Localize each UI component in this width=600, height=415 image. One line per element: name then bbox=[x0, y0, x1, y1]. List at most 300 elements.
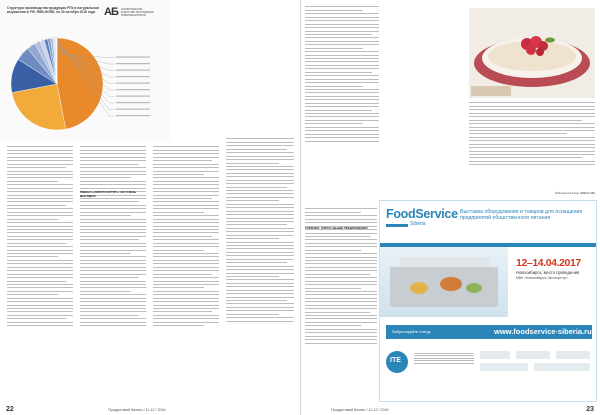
text-line bbox=[7, 146, 73, 147]
text-line bbox=[469, 154, 595, 155]
text-line bbox=[7, 325, 73, 326]
text-line bbox=[305, 253, 377, 254]
text-line bbox=[305, 294, 377, 295]
text-line bbox=[305, 343, 377, 344]
text-line bbox=[226, 156, 294, 157]
text-line bbox=[153, 263, 219, 264]
porridge-illustration bbox=[469, 8, 595, 98]
text-line bbox=[7, 181, 58, 182]
text-line bbox=[80, 277, 139, 278]
text-line bbox=[153, 260, 219, 261]
organizer-logo bbox=[386, 351, 408, 373]
text-line bbox=[226, 300, 287, 301]
text-line bbox=[226, 276, 279, 277]
text-line bbox=[226, 307, 294, 308]
text-line bbox=[305, 260, 377, 261]
text-line bbox=[7, 226, 73, 227]
text-line bbox=[80, 171, 146, 172]
text-line bbox=[153, 308, 219, 309]
text-line bbox=[305, 141, 379, 142]
text-line bbox=[80, 219, 146, 220]
text-line bbox=[305, 72, 372, 73]
text-line bbox=[80, 274, 146, 275]
text-line bbox=[226, 317, 294, 318]
article-column-3 bbox=[153, 144, 219, 404]
text-line bbox=[7, 184, 73, 185]
text-line bbox=[153, 191, 219, 192]
text-line bbox=[305, 243, 377, 244]
text-line bbox=[80, 246, 146, 247]
text-line bbox=[153, 212, 204, 213]
text-line bbox=[80, 305, 146, 306]
right-page bbox=[300, 0, 600, 415]
text-line bbox=[7, 219, 58, 220]
text-line bbox=[80, 243, 146, 244]
text-line bbox=[305, 86, 363, 87]
text-line bbox=[80, 198, 146, 199]
text-line bbox=[305, 222, 377, 223]
text-line bbox=[80, 153, 146, 154]
text-line bbox=[7, 294, 58, 295]
text-line bbox=[80, 322, 146, 323]
text-line bbox=[7, 239, 73, 240]
text-line bbox=[305, 301, 377, 302]
text-line bbox=[226, 228, 294, 229]
text-line bbox=[469, 164, 595, 165]
text-line bbox=[226, 221, 294, 222]
article-column-r3 bbox=[305, 206, 377, 402]
text-line bbox=[305, 208, 377, 209]
text-line bbox=[226, 231, 294, 232]
text-line bbox=[153, 153, 219, 154]
text-line bbox=[305, 75, 379, 76]
text-line bbox=[80, 291, 131, 292]
text-line bbox=[226, 145, 294, 146]
text-line bbox=[153, 311, 212, 312]
text-line bbox=[305, 10, 363, 11]
food-item bbox=[466, 283, 482, 293]
text-line bbox=[226, 214, 294, 215]
text-line bbox=[305, 322, 377, 323]
text-line bbox=[7, 157, 73, 158]
text-line bbox=[7, 250, 73, 251]
text-line bbox=[153, 222, 219, 223]
text-line bbox=[469, 161, 595, 162]
text-line bbox=[226, 262, 287, 263]
text-line bbox=[226, 224, 287, 225]
text-line bbox=[305, 318, 377, 319]
food-photo bbox=[469, 8, 595, 98]
text-line bbox=[226, 180, 294, 181]
text-line bbox=[305, 58, 379, 59]
text-line bbox=[305, 48, 363, 49]
text-line bbox=[153, 171, 219, 172]
text-line bbox=[7, 318, 66, 319]
text-line bbox=[226, 293, 294, 294]
text-line bbox=[469, 106, 595, 107]
text-line bbox=[226, 266, 294, 267]
text-line bbox=[305, 99, 379, 100]
text-line bbox=[305, 20, 379, 21]
text-line bbox=[7, 277, 73, 278]
text-line bbox=[305, 44, 379, 45]
text-line bbox=[7, 270, 73, 271]
article-column-4 bbox=[226, 136, 294, 404]
text-line bbox=[469, 133, 567, 134]
text-line bbox=[226, 190, 294, 191]
article-column-2 bbox=[80, 144, 146, 404]
text-line bbox=[80, 311, 146, 312]
text-line bbox=[153, 239, 219, 240]
text-line bbox=[153, 157, 219, 158]
author-credit: Подготовила Елена ЧИЖАСОВА bbox=[555, 192, 595, 195]
text-line bbox=[80, 250, 146, 251]
text-line bbox=[7, 236, 73, 237]
event-info bbox=[516, 257, 596, 280]
text-line bbox=[305, 288, 361, 289]
text-line bbox=[153, 205, 219, 206]
text-line bbox=[226, 166, 294, 167]
registration-text: Забронируйте стенд: bbox=[392, 329, 432, 334]
pie-slice bbox=[57, 38, 103, 129]
text-line bbox=[153, 277, 219, 278]
text-line bbox=[153, 236, 212, 237]
text-line bbox=[305, 123, 363, 124]
text-line bbox=[153, 229, 219, 230]
text-line bbox=[7, 177, 73, 178]
text-line bbox=[226, 176, 294, 177]
text-line bbox=[153, 150, 219, 151]
text-line bbox=[305, 89, 379, 90]
text-line bbox=[153, 305, 219, 306]
text-line bbox=[80, 318, 146, 319]
slice-label bbox=[116, 115, 150, 116]
text-line bbox=[7, 191, 73, 192]
text-line bbox=[7, 274, 73, 275]
text-line bbox=[80, 188, 146, 189]
text-line bbox=[469, 123, 595, 124]
text-line bbox=[153, 246, 219, 247]
text-line bbox=[226, 321, 294, 322]
text-line bbox=[226, 173, 294, 174]
slice-label bbox=[116, 96, 150, 97]
page-number-right: 23 bbox=[586, 406, 594, 413]
text-line bbox=[7, 301, 73, 302]
ad-headline: Выставка оборудования и товаров для оснащения предприятий общественного питания bbox=[460, 209, 583, 222]
text-line bbox=[7, 305, 73, 306]
pie-svg bbox=[5, 22, 165, 132]
text-line bbox=[469, 151, 595, 152]
text-line bbox=[7, 201, 73, 202]
text-line bbox=[226, 197, 294, 198]
text-line bbox=[226, 187, 287, 188]
text-line bbox=[305, 263, 377, 264]
registration-url[interactable]: www.foodservice-siberia.ru bbox=[494, 327, 592, 336]
text-line bbox=[80, 205, 146, 206]
text-line bbox=[469, 137, 595, 138]
text-line bbox=[305, 130, 379, 131]
section-heading: ПШЕНА «ЗОЛОТИ КРУПУ»: НЕ ОЧЕНЬ ВЫГОДНО bbox=[80, 190, 137, 198]
text-line bbox=[305, 61, 379, 62]
text-line bbox=[305, 219, 377, 220]
text-line bbox=[305, 336, 377, 337]
text-line bbox=[469, 144, 595, 145]
text-line bbox=[7, 311, 73, 312]
text-line bbox=[226, 283, 294, 284]
text-line bbox=[305, 103, 379, 104]
text-line bbox=[7, 229, 73, 230]
event-dates: 12–14.04.2017 bbox=[516, 257, 581, 269]
text-line bbox=[305, 68, 379, 69]
text-line bbox=[305, 236, 370, 237]
text-line bbox=[305, 315, 377, 316]
text-line bbox=[153, 253, 219, 254]
text-line bbox=[80, 157, 146, 158]
text-line bbox=[153, 208, 219, 209]
text-line bbox=[305, 106, 379, 107]
text-line bbox=[226, 269, 294, 270]
text-line bbox=[80, 212, 146, 213]
text-line bbox=[153, 181, 219, 182]
text-line bbox=[226, 152, 294, 153]
section-heading-right: ГОРЯЧЕЕ: СПРОС ВЫШЕ ПРЕДЛОЖЕНИЯ bbox=[305, 226, 368, 230]
text-line bbox=[80, 325, 146, 326]
text-line bbox=[7, 284, 73, 285]
text-line bbox=[7, 222, 73, 223]
text-line bbox=[469, 102, 595, 103]
registration-banner[interactable] bbox=[386, 325, 592, 339]
text-line bbox=[305, 329, 377, 330]
slice-label bbox=[116, 89, 150, 90]
text-line bbox=[80, 284, 146, 285]
text-line bbox=[226, 245, 294, 246]
text-line bbox=[305, 116, 379, 117]
text-line bbox=[80, 160, 146, 161]
text-line bbox=[226, 242, 294, 243]
text-line bbox=[80, 236, 146, 237]
text-line bbox=[80, 315, 139, 316]
footer-left: Продуктовый бизнес / 11-12 / 2016 bbox=[108, 408, 166, 412]
text-line bbox=[7, 188, 73, 189]
text-line bbox=[80, 229, 146, 230]
text-line bbox=[469, 116, 595, 117]
partner-logos bbox=[480, 351, 592, 381]
text-line bbox=[7, 153, 73, 154]
text-line bbox=[153, 256, 219, 257]
text-line bbox=[80, 232, 146, 233]
text-line bbox=[7, 167, 66, 168]
text-line bbox=[7, 212, 73, 213]
text-line bbox=[469, 157, 582, 158]
text-line bbox=[226, 200, 279, 201]
text-line bbox=[226, 255, 294, 256]
text-line bbox=[305, 270, 377, 271]
slice-label bbox=[116, 83, 150, 84]
text-line bbox=[305, 113, 379, 114]
text-line bbox=[80, 167, 146, 168]
text-line bbox=[305, 79, 379, 80]
text-line bbox=[80, 174, 146, 175]
text-line bbox=[7, 160, 73, 161]
text-line bbox=[469, 140, 595, 141]
text-line bbox=[7, 322, 73, 323]
text-line bbox=[305, 233, 377, 234]
text-line bbox=[80, 308, 146, 309]
advertisement bbox=[379, 200, 597, 402]
text-line bbox=[226, 218, 294, 219]
text-line bbox=[469, 109, 595, 110]
text-line bbox=[7, 298, 73, 299]
text-line bbox=[80, 181, 146, 182]
text-line bbox=[305, 339, 377, 340]
brand-sub: Siberia bbox=[410, 221, 426, 227]
ad-footer bbox=[380, 343, 597, 402]
text-line bbox=[226, 279, 294, 280]
text-line bbox=[305, 120, 379, 121]
food-item bbox=[440, 277, 462, 291]
text-line bbox=[153, 184, 219, 185]
text-line bbox=[305, 277, 377, 278]
text-line bbox=[80, 253, 131, 254]
text-line bbox=[80, 267, 146, 268]
text-line bbox=[305, 212, 361, 213]
text-line bbox=[305, 127, 379, 128]
text-line bbox=[7, 232, 73, 233]
text-line bbox=[153, 322, 219, 323]
text-line bbox=[305, 312, 370, 313]
text-line bbox=[226, 169, 294, 170]
text-line bbox=[305, 305, 377, 306]
text-line bbox=[80, 146, 146, 147]
event-city: Новосибирск, место проведения bbox=[516, 270, 580, 275]
text-line bbox=[153, 270, 219, 271]
text-line bbox=[153, 284, 219, 285]
text-line bbox=[226, 290, 294, 291]
text-line bbox=[305, 257, 377, 258]
text-line bbox=[80, 260, 146, 261]
text-line bbox=[7, 215, 73, 216]
text-line bbox=[7, 267, 73, 268]
text-line bbox=[226, 259, 294, 260]
text-line bbox=[305, 137, 379, 138]
text-line bbox=[305, 239, 377, 240]
text-line bbox=[305, 298, 377, 299]
text-line bbox=[7, 256, 58, 257]
text-line bbox=[305, 96, 379, 97]
text-line bbox=[305, 267, 377, 268]
organizer-logo-text: ITE bbox=[390, 357, 401, 364]
text-line bbox=[153, 219, 219, 220]
text-line bbox=[305, 332, 377, 333]
text-line bbox=[7, 281, 66, 282]
text-line bbox=[153, 325, 204, 326]
text-line bbox=[305, 41, 379, 42]
page-number-left: 22 bbox=[6, 406, 14, 413]
text-line bbox=[226, 163, 279, 164]
text-line bbox=[80, 287, 146, 288]
text-line bbox=[153, 301, 219, 302]
text-line bbox=[226, 286, 294, 287]
text-line bbox=[469, 113, 595, 114]
text-line bbox=[7, 198, 73, 199]
text-line bbox=[153, 291, 219, 292]
text-line bbox=[7, 205, 66, 206]
text-line bbox=[80, 263, 146, 264]
text-line bbox=[80, 256, 146, 257]
text-line bbox=[153, 167, 219, 168]
text-line bbox=[153, 146, 219, 147]
organizer-contacts bbox=[414, 351, 474, 366]
agency-logo bbox=[104, 6, 154, 20]
text-line bbox=[305, 325, 361, 326]
text-line bbox=[153, 298, 219, 299]
text-line bbox=[305, 37, 379, 38]
slice-label bbox=[116, 109, 150, 110]
text-line bbox=[153, 287, 204, 288]
text-line bbox=[305, 291, 377, 292]
slice-label bbox=[116, 57, 150, 58]
text-line bbox=[80, 226, 146, 227]
text-line bbox=[80, 150, 146, 151]
slice-label bbox=[116, 102, 150, 103]
text-line bbox=[7, 246, 73, 247]
text-line bbox=[305, 34, 372, 35]
text-line bbox=[226, 273, 294, 274]
footer-right: Продуктовый бизнес / 11-12 / 2016 bbox=[331, 408, 389, 412]
text-line bbox=[226, 142, 294, 143]
text-line bbox=[7, 287, 73, 288]
text-line bbox=[305, 27, 379, 28]
text-line bbox=[153, 243, 219, 244]
text-line bbox=[7, 150, 73, 151]
text-line bbox=[7, 291, 73, 292]
text-line bbox=[7, 253, 73, 254]
text-line bbox=[469, 130, 595, 131]
text-line bbox=[80, 208, 146, 209]
text-line bbox=[305, 246, 377, 247]
text-line bbox=[80, 281, 146, 282]
text-line bbox=[80, 184, 146, 185]
text-line bbox=[7, 195, 73, 196]
text-line bbox=[153, 177, 219, 178]
text-line bbox=[7, 308, 73, 309]
foodservice-logo bbox=[386, 207, 458, 231]
text-line bbox=[226, 238, 279, 239]
logo-bar bbox=[386, 224, 408, 227]
text-line bbox=[7, 315, 73, 316]
text-line bbox=[305, 215, 377, 216]
text-line bbox=[153, 232, 219, 233]
text-line bbox=[80, 222, 146, 223]
text-line bbox=[226, 235, 294, 236]
text-line bbox=[153, 195, 219, 196]
text-line bbox=[153, 315, 219, 316]
text-line bbox=[305, 13, 379, 14]
text-line bbox=[80, 164, 139, 165]
text-line bbox=[153, 250, 204, 251]
pie-chart bbox=[5, 22, 165, 132]
text-line bbox=[153, 318, 219, 319]
text-line bbox=[153, 164, 219, 165]
text-line bbox=[305, 250, 361, 251]
text-line bbox=[80, 201, 139, 202]
text-line bbox=[7, 263, 73, 264]
text-line bbox=[226, 207, 294, 208]
text-line bbox=[80, 177, 131, 178]
text-line bbox=[226, 193, 294, 194]
text-line bbox=[153, 274, 212, 275]
text-line bbox=[7, 174, 73, 175]
